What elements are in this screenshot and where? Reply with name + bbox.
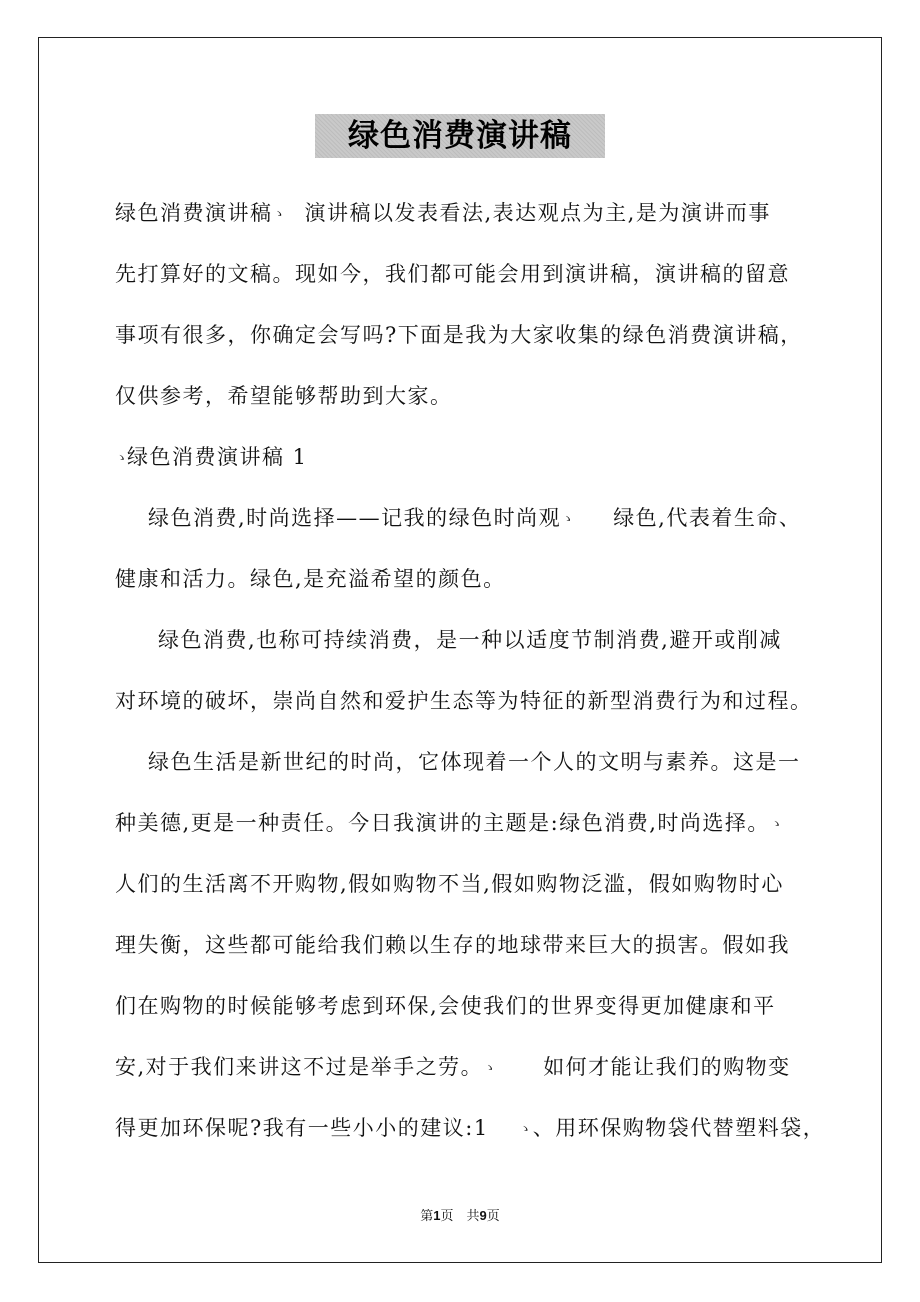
paragraph-mark-icon: ゝ: [272, 207, 288, 222]
paragraph-mark-icon: ゝ: [769, 817, 785, 832]
title-block: [315, 114, 605, 158]
text-line: 绿色消费,也称可持续消费，是一种以适度节制消费,避开或削减: [158, 628, 782, 652]
text-line: 仅供参考，希望能够帮助到大家。: [115, 384, 453, 408]
text-line: 得更加环保呢?我有一些小小的建议:1 ゝ、用环保购物袋代替塑料袋，: [115, 1113, 825, 1145]
paragraph-mark-icon: ゝ: [518, 1122, 534, 1137]
paragraph-mark-icon: ゝ: [561, 512, 576, 527]
paragraph-mark-icon: ゝ: [115, 451, 130, 466]
text-line: 绿色消费,时尚选择——记我的绿色时尚观ゝ 绿色,代表着生命、: [148, 503, 801, 535]
text-line: 先打算好的文稿。现如今，我们都可能会用到演讲稿，演讲稿的留意: [115, 262, 790, 286]
text-line: 对环境的破坏，崇尚自然和爱护生态等为特征的新型消费行为和过程。: [115, 689, 813, 713]
document-title: 绿色消费演讲稿: [348, 118, 572, 154]
text-line: 绿色消费演讲稿ゝ 演讲稿以发表看法,表达观点为主,是为演讲而事: [115, 198, 771, 230]
text-line: 理失衡，这些都可能给我们赖以生存的地球带来巨大的损害。假如我: [115, 933, 790, 957]
text-line: 安,对于我们来讲这不过是举手之劳。ゝ 如何才能让我们的购物变: [115, 1052, 791, 1084]
total-page-count: 9: [479, 1208, 487, 1223]
section-heading: ゝ绿色消费演讲稿 1: [115, 442, 308, 474]
text-line: 事项有很多，你确定会写吗?下面是我为大家收集的绿色消费演讲稿，: [115, 323, 803, 347]
text-line: 健康和活力。绿色,是充溢希望的颜色。: [115, 567, 506, 591]
paragraph-mark-icon: ゝ: [483, 1061, 498, 1076]
text-line: 们在购物的时候能够考虑到环保,会使我们的世界变得更加健康和平: [115, 994, 776, 1018]
current-page-number: 1: [433, 1208, 441, 1223]
text-line: 种美德,更是一种责任。今日我演讲的主题是:绿色消费,时尚选择。ゝ: [115, 808, 802, 840]
text-line: 绿色生活是新世纪的时尚，它体现着一个人的文明与素养。这是一: [148, 750, 801, 774]
text-line: 人们的生活离不开购物,假如购物不当,假如购物泛滥，假如购物时心: [115, 872, 784, 896]
page-footer: 第1页 共9页: [420, 1208, 500, 1224]
